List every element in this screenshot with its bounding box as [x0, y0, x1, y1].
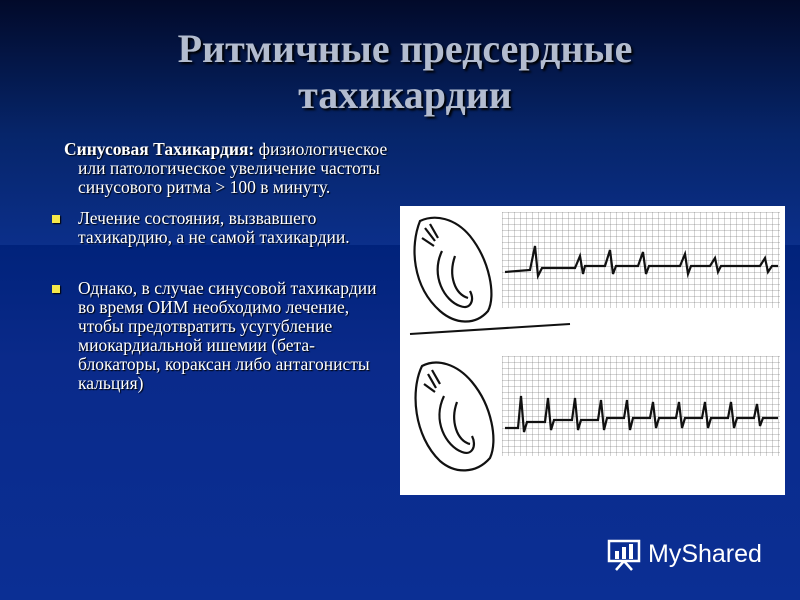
- title-line-2: тахикардии: [298, 72, 512, 117]
- bullet-item-2: Однако, в случае синусовой тахикардии во время ОИМ необходимо лечение, чтобы предотвратить усугубление миокардиальной ишемии (бета-блокаторы, кораксан либо антагонисты кальция): [48, 279, 393, 393]
- heart-diagram-top: [415, 218, 492, 322]
- myshared-logo: [606, 534, 762, 574]
- ecg-illustration: [400, 206, 785, 495]
- heart-diagram-bottom: [416, 363, 494, 471]
- presentation-icon: [606, 537, 642, 571]
- ecg-grid-bottom: [502, 356, 780, 456]
- slide-title: [60, 26, 750, 118]
- bullet-item-1: Лечение состояния, вызвавшего тахикардию, а не самой тахикардии.: [48, 209, 393, 247]
- slide-body: [48, 140, 393, 393]
- title-line-1: Ритмичные предсердные: [177, 26, 633, 71]
- intro-paragraph: [64, 139, 393, 197]
- brand-text: MyShared: [648, 539, 762, 568]
- intro-bold-label: Синусовая Тахикардия:: [64, 139, 255, 159]
- intro-text: физиологическое или патологическое увеличение частоты синусового ритма > 100 в минуту.: [78, 139, 388, 197]
